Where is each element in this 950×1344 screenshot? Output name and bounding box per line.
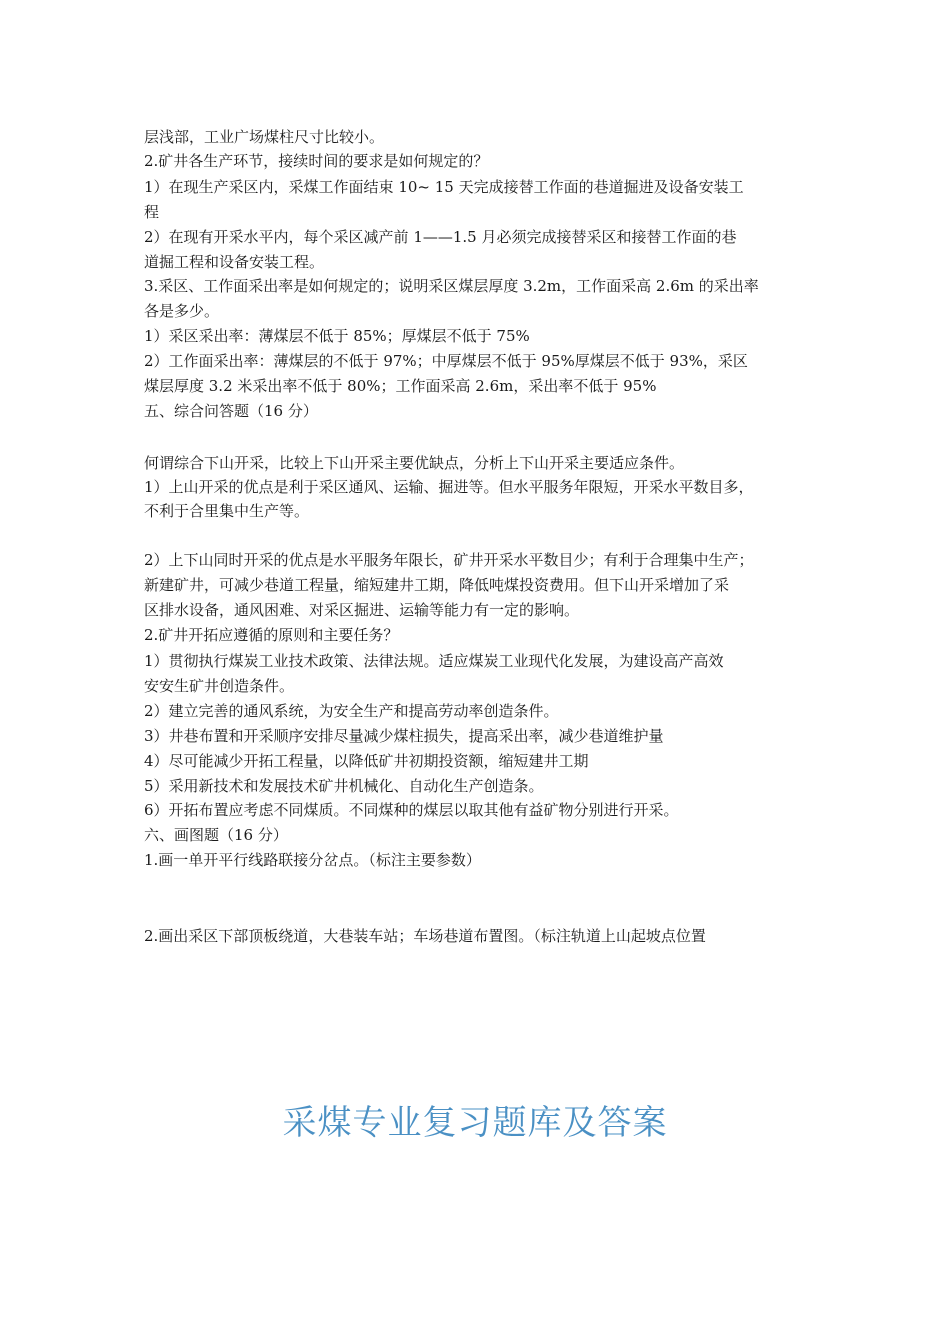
text-line: 不利于合里集中生产等。 <box>144 502 310 520</box>
section-heading: 五、综合问答题（16 分） <box>144 402 318 420</box>
text-line: 新建矿井，可减少巷道工程量，缩短建井工期，降低吨煤投资费用。但下山开采增加了采 <box>144 576 730 594</box>
document-title: 采煤专业复习题库及答案 <box>282 1103 668 1143</box>
text-line: 2）上下山同时开采的优点是水平服务年限长，矿井开采水平数目少；有利于合理集中生产； <box>144 551 754 569</box>
text-line: 煤层厚度 3.2 米采出率不低于 80%；工作面采高 2.6m，采出率不低于 95% <box>144 377 657 395</box>
question-line: 3.采区、工作面采出率是如何规定的；说明采区煤层厚度 3.2m，工作面采高 2.6m 的采出率 <box>144 277 759 295</box>
text-line: 1）采区采出率：薄煤层不低于 85%；厚煤层不低于 75% <box>144 327 530 345</box>
question-line: 2.画出采区下部顶板绕道，大巷装车站；车场巷道布置图。（标注轨道上山起坡点位置 <box>144 927 706 945</box>
text-line: 1）贯彻执行煤炭工业技术政策、法律法规。适应煤炭工业现代化发展，为建设高产高效 <box>144 652 724 670</box>
section-heading: 六、画图题（16 分） <box>144 826 288 844</box>
text-line: 3）井巷布置和开采顺序安排尽量减少煤柱损失，提高采出率，减少巷道维护量 <box>144 727 664 745</box>
question-line: 何谓综合下山开采，比较上下山开采主要优缺点，分析上下山开采主要适应条件。 <box>144 454 685 472</box>
text-line: 层浅部，工业广场煤柱尺寸比较小。 <box>144 128 385 146</box>
question-line: 2.矿井开拓应遵循的原则和主要任务？ <box>144 626 399 644</box>
text-line: 程 <box>144 203 160 221</box>
text-line: 各是多少。 <box>144 302 220 320</box>
text-line: 道掘工程和设备安装工程。 <box>144 253 325 271</box>
text-line: 区排水设备，通风困难、对采区掘进、运输等能力有一定的影响。 <box>144 601 580 619</box>
text-line: 1）在现生产采区内，采煤工作面结束 10~ 15 天完成接替工作面的巷道掘进及设备安装工 <box>144 178 744 196</box>
text-line: 1）上山开采的优点是利于采区通风、运输、掘进等。但水平服务年限短，开采水平数目多， <box>144 478 754 496</box>
text-line: 2）在现有开采水平内，每个采区减产前 1——1.5 月必须完成接替采区和接替工作面的巷 <box>144 228 737 246</box>
text-line: 5）采用新技术和发展技术矿井机械化、自动化生产创造条。 <box>144 777 544 795</box>
text-line: 4）尽可能减少开拓工程量，以降低矿井初期投资额，缩短建井工期 <box>144 752 589 770</box>
question-line: 1.画一单开平行线路联接分岔点。（标注主要参数） <box>144 851 481 869</box>
text-line: 2）工作面采出率：薄煤层的不低于 97%；中厚煤层不低于 95%厚煤层不低于 93%，采区 <box>144 352 748 370</box>
text-line: 6）开拓布置应考虑不同煤质。不同煤种的煤层以取其他有益矿物分别进行开采。 <box>144 801 679 819</box>
text-line: 2）建立完善的通风系统，为安全生产和提高劳动率创造条件。 <box>144 702 559 720</box>
question-line: 2.矿井各生产环节，接续时间的要求是如何规定的？ <box>144 152 489 170</box>
text-line: 安安生矿井创造条件。 <box>144 677 295 695</box>
